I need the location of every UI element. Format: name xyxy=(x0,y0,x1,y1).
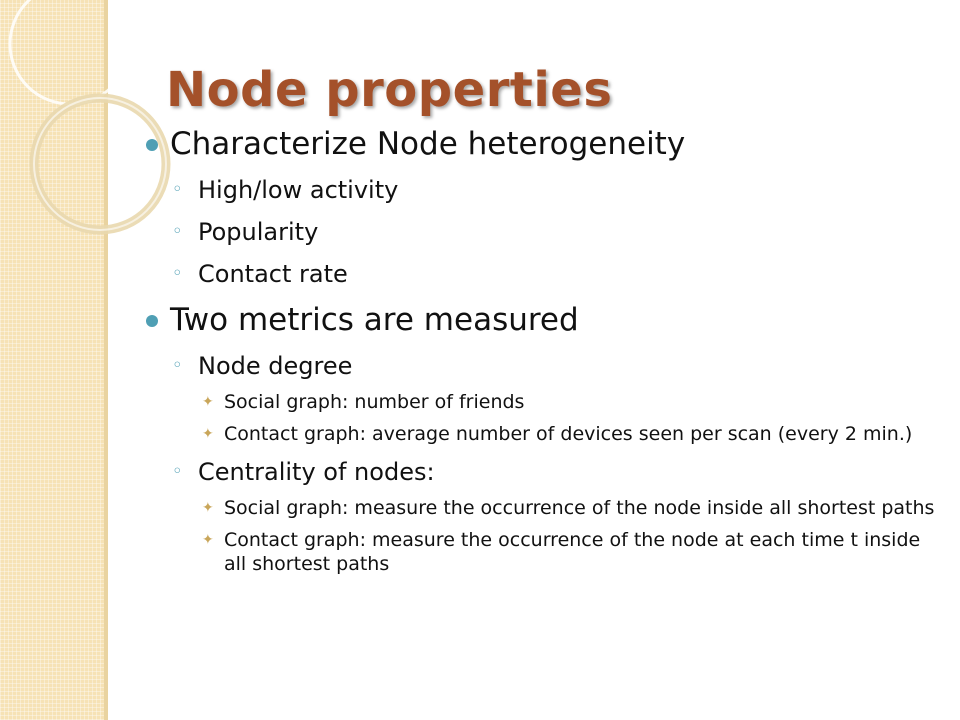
bullet-heterogeneity xyxy=(146,124,936,164)
sub-bullet-text: Popularity xyxy=(198,218,319,246)
sub-bullet-text: High/low activity xyxy=(198,176,399,204)
sub-bullet-node-degree xyxy=(172,350,936,382)
detail-text: Contact graph: measure the occurrence of the node at each time t inside all shortest paths xyxy=(224,529,921,575)
detail-text: Social graph: measure the occurrence of the node inside all shortest paths xyxy=(224,497,935,519)
detail-social-centrality xyxy=(198,496,936,520)
sub-bullet-ring: ◦ xyxy=(172,263,183,284)
slide-title: Node properties xyxy=(166,62,613,118)
sub-bullet-ring: ◦ xyxy=(172,221,183,242)
detail-bullet-mark: ✦ xyxy=(202,394,214,410)
sub-bullet-popularity xyxy=(172,216,936,248)
sub-bullet-centrality xyxy=(172,456,936,488)
sub-bullet-text: Centrality of nodes: xyxy=(198,458,435,486)
bullet-metrics xyxy=(146,300,936,340)
detail-bullet-mark: ✦ xyxy=(202,532,214,548)
bullet-dot xyxy=(146,315,158,327)
bullet-text: Two metrics are measured xyxy=(170,302,579,338)
detail-text: Social graph: number of friends xyxy=(224,391,525,413)
detail-bullet-mark: ✦ xyxy=(202,426,214,442)
sub-bullet-text: Contact rate xyxy=(198,260,348,288)
detail-social-degree xyxy=(198,390,936,414)
detail-text: Contact graph: average number of devices seen per scan (every 2 min.) xyxy=(224,423,913,445)
bullet-dot xyxy=(146,139,158,151)
sub-bullet-activity xyxy=(172,174,936,206)
sub-bullet-ring: ◦ xyxy=(172,179,183,200)
sub-bullet-text: Node degree xyxy=(198,352,353,380)
detail-bullet-mark: ✦ xyxy=(202,500,214,516)
sub-bullet-contact-rate xyxy=(172,258,936,290)
sub-bullet-ring: ◦ xyxy=(172,355,183,376)
bullet-text: Characterize Node heterogeneity xyxy=(170,126,686,162)
slide-content xyxy=(146,124,936,576)
sub-bullet-ring: ◦ xyxy=(172,461,183,482)
detail-contact-centrality xyxy=(198,528,936,576)
detail-contact-degree xyxy=(198,422,936,446)
